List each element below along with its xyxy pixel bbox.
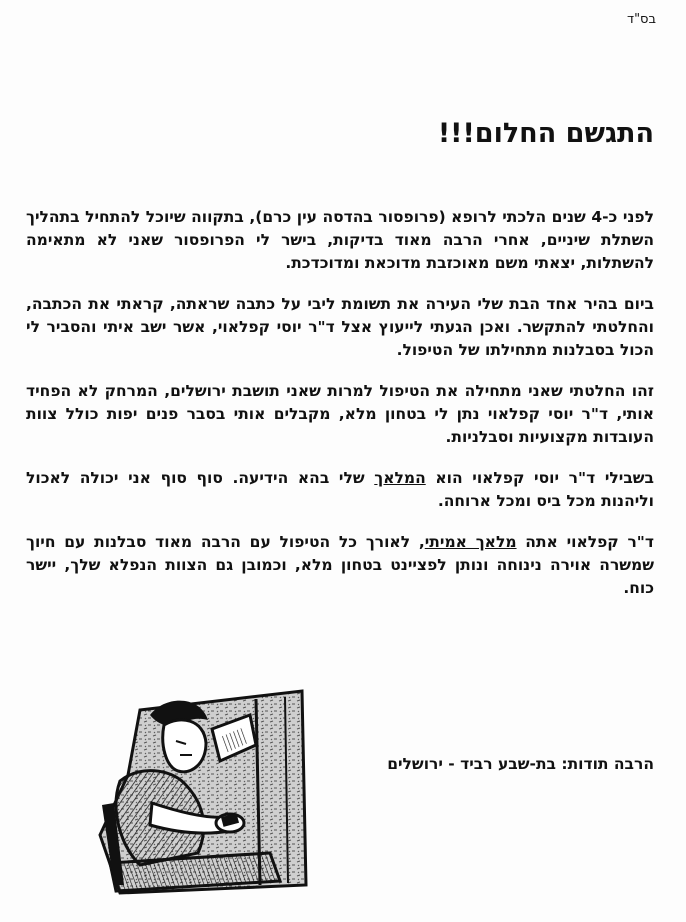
page-title: התגשם החלום!!!	[437, 118, 654, 149]
paragraph-4-start: בשבילי ד"ר יוסי קפלאוי הוא	[425, 469, 654, 487]
paragraph-5-start: ד"ר קפלאוי אתה	[516, 533, 654, 551]
bsd-header: בס"ד	[626, 12, 656, 27]
paragraph-5-underlined: מלאך אמיתי	[424, 533, 517, 551]
letter-body	[26, 206, 654, 618]
paragraph-4	[26, 467, 654, 513]
paragraph-2: ביום בהיר אחד הבת שלי העירה את תשומת ליבי על כתבה שראתה, קראתי את הכתבה, והחלטתי להתקשר. ואכן הגעתי לייעוץ אצל ד"ר יוסי קפלאוי, אשר ישב איתי והסביר לי הכול בסבלנות מתחילתו של הטיפול.	[26, 295, 654, 359]
paragraph-5-end: , לאורך כל הטיפול עם הרבה מאוד סבלנות עם חיוך שמשרה אוירה נינוחה ונותן לפציינט בטחון מלא, וכמובן גם הצוות הנפלא שלך, יישר כוח.	[26, 533, 654, 597]
signature: הרבה תודות: בת-שבע רביד - ירושלים	[387, 755, 654, 773]
paragraph-3: זהו החלטתי שאני מתחילה את הטיפול למרות שאני תושבת ירושלים, המרחק לא הפחיד אותי, ד"ר יוסי קפלאוי נתן לי בטחון מלא, מקבלים אותי בסבר פנים יפות כולל צוות העובדות מקצועיות וסבלניות.	[26, 382, 654, 446]
paragraph-4-underlined: המלאך	[374, 469, 426, 487]
paragraph-1: לפני כ-4 שנים הלכתי לרופא (פרופסור בהדסה עין כרם), בתקווה שיוכל להתחיל בתהליך השתלת שיניים, אחרי הרבה מאוד בדיקות, בישר לי הפרופסור שאני לא מתאימה להשתלות, יצאתי משם מאוכזבת מדוכאת ומדוכדכת.	[26, 208, 654, 272]
person-eating-woodcut-icon	[80, 685, 312, 897]
paragraph-5	[26, 531, 654, 600]
paragraph-4-end: שלי בהא הידיעה. סוף סוף אני יכולה לאכול וליהנות מכל ביס ומכל ארוחה.	[26, 469, 654, 510]
